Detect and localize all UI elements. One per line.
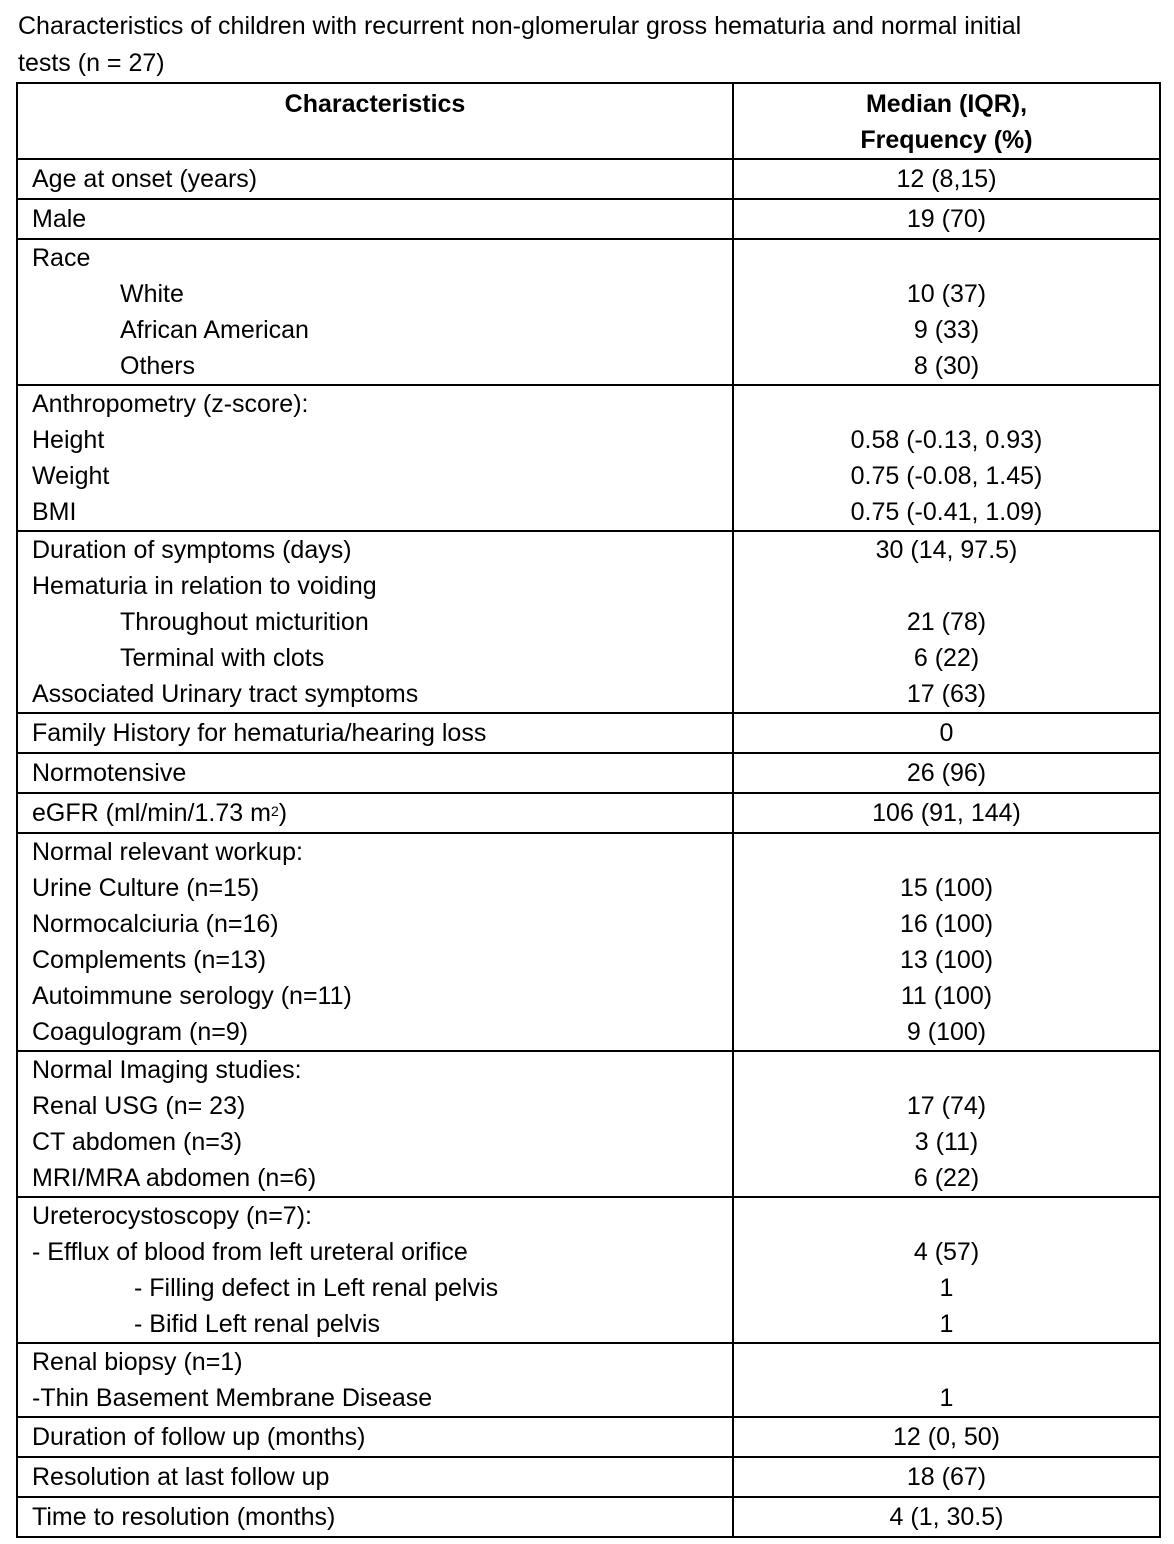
table-row (17, 199, 1160, 239)
row-value: 26 (96) (733, 753, 1160, 793)
row-label: Race White African American Others (17, 239, 733, 385)
table-row (17, 531, 1160, 713)
row-value: 10 (37) 9 (33) 8 (30) (733, 239, 1160, 385)
characteristics-table (16, 82, 1161, 1538)
row-value: 19 (70) (733, 199, 1160, 239)
table-row (17, 1051, 1160, 1197)
table-row (17, 793, 1160, 833)
table-row (17, 1497, 1160, 1537)
row-label: Normotensive (17, 753, 733, 793)
row-value: 18 (67) (733, 1457, 1160, 1497)
table-row (17, 159, 1160, 199)
row-value: 15 (100) 16 (100) 13 (100) 11 (100) 9 (100) (733, 833, 1160, 1051)
row-value: 12 (0, 50) (733, 1417, 1160, 1457)
table-row (17, 1197, 1160, 1343)
table-row (17, 385, 1160, 531)
row-label: Family History for hematuria/hearing loss (17, 713, 733, 753)
row-label: Renal biopsy (n=1) -Thin Basement Membrane Disease (17, 1343, 733, 1417)
header-characteristics: Characteristics (17, 83, 733, 159)
row-value: 4 (1, 30.5) (733, 1497, 1160, 1537)
table-row (17, 753, 1160, 793)
row-value: 0.58 (-0.13, 0.93) 0.75 (-0.08, 1.45) 0.75 (-0.41, 1.09) (733, 385, 1160, 531)
row-label: Normal Imaging studies: Renal USG (n= 23) CT abdomen (n=3) MRI/MRA abdomen (n=6) (17, 1051, 733, 1197)
table-caption (18, 8, 1158, 82)
table-row (17, 713, 1160, 753)
row-label: Anthropometry (z-score): Height Weight BMI (17, 385, 733, 531)
header-median-frequency: Median (IQR), Frequency (%) (733, 83, 1160, 159)
row-label: Resolution at last follow up (17, 1457, 733, 1497)
table-row (17, 1417, 1160, 1457)
caption-line-2: tests (n = 27) (18, 49, 165, 77)
row-value: 0 (733, 713, 1160, 753)
table-row (17, 833, 1160, 1051)
row-value: 106 (91, 144) (733, 793, 1160, 833)
row-label: Normal relevant workup: Urine Culture (n=15) Normocalciuria (n=16) Complements (n=13) Autoimmune serology (n=11) Coagulogram (n=9) (17, 833, 733, 1051)
row-label: eGFR (ml/min/1.73 $m^2$) (17, 793, 733, 833)
table-row (17, 1343, 1160, 1417)
row-value: 17 (74) 3 (11) 6 (22) (733, 1051, 1160, 1197)
row-value: 4 (57) 1 1 (733, 1197, 1160, 1343)
row-label: Age at onset (years) (17, 159, 733, 199)
row-value: 12 (8,15) (733, 159, 1160, 199)
row-value: 30 (14, 97.5) 21 (78) 6 (22) 17 (63) (733, 531, 1160, 713)
table-row (17, 239, 1160, 385)
row-label: Duration of symptoms (days) Hematuria in relation to voiding Throughout micturition Terminal with clots Associated Urinary tract symptoms (17, 531, 733, 713)
row-label: Time to resolution (months) (17, 1497, 733, 1537)
row-label: Duration of follow up (months) (17, 1417, 733, 1457)
row-value: 1 (733, 1343, 1160, 1417)
table-row (17, 1457, 1160, 1497)
row-label: Ureterocystoscopy (n=7): - Efflux of blood from left ureteral orifice - Filling defect in Left renal pelvis - Bifid Left renal pelvis (17, 1197, 733, 1343)
caption-line-1: Characteristics of children with recurrent non-glomerular gross hematuria and normal initial (18, 12, 1022, 40)
header-row (17, 83, 1160, 159)
row-label: Male (17, 199, 733, 239)
